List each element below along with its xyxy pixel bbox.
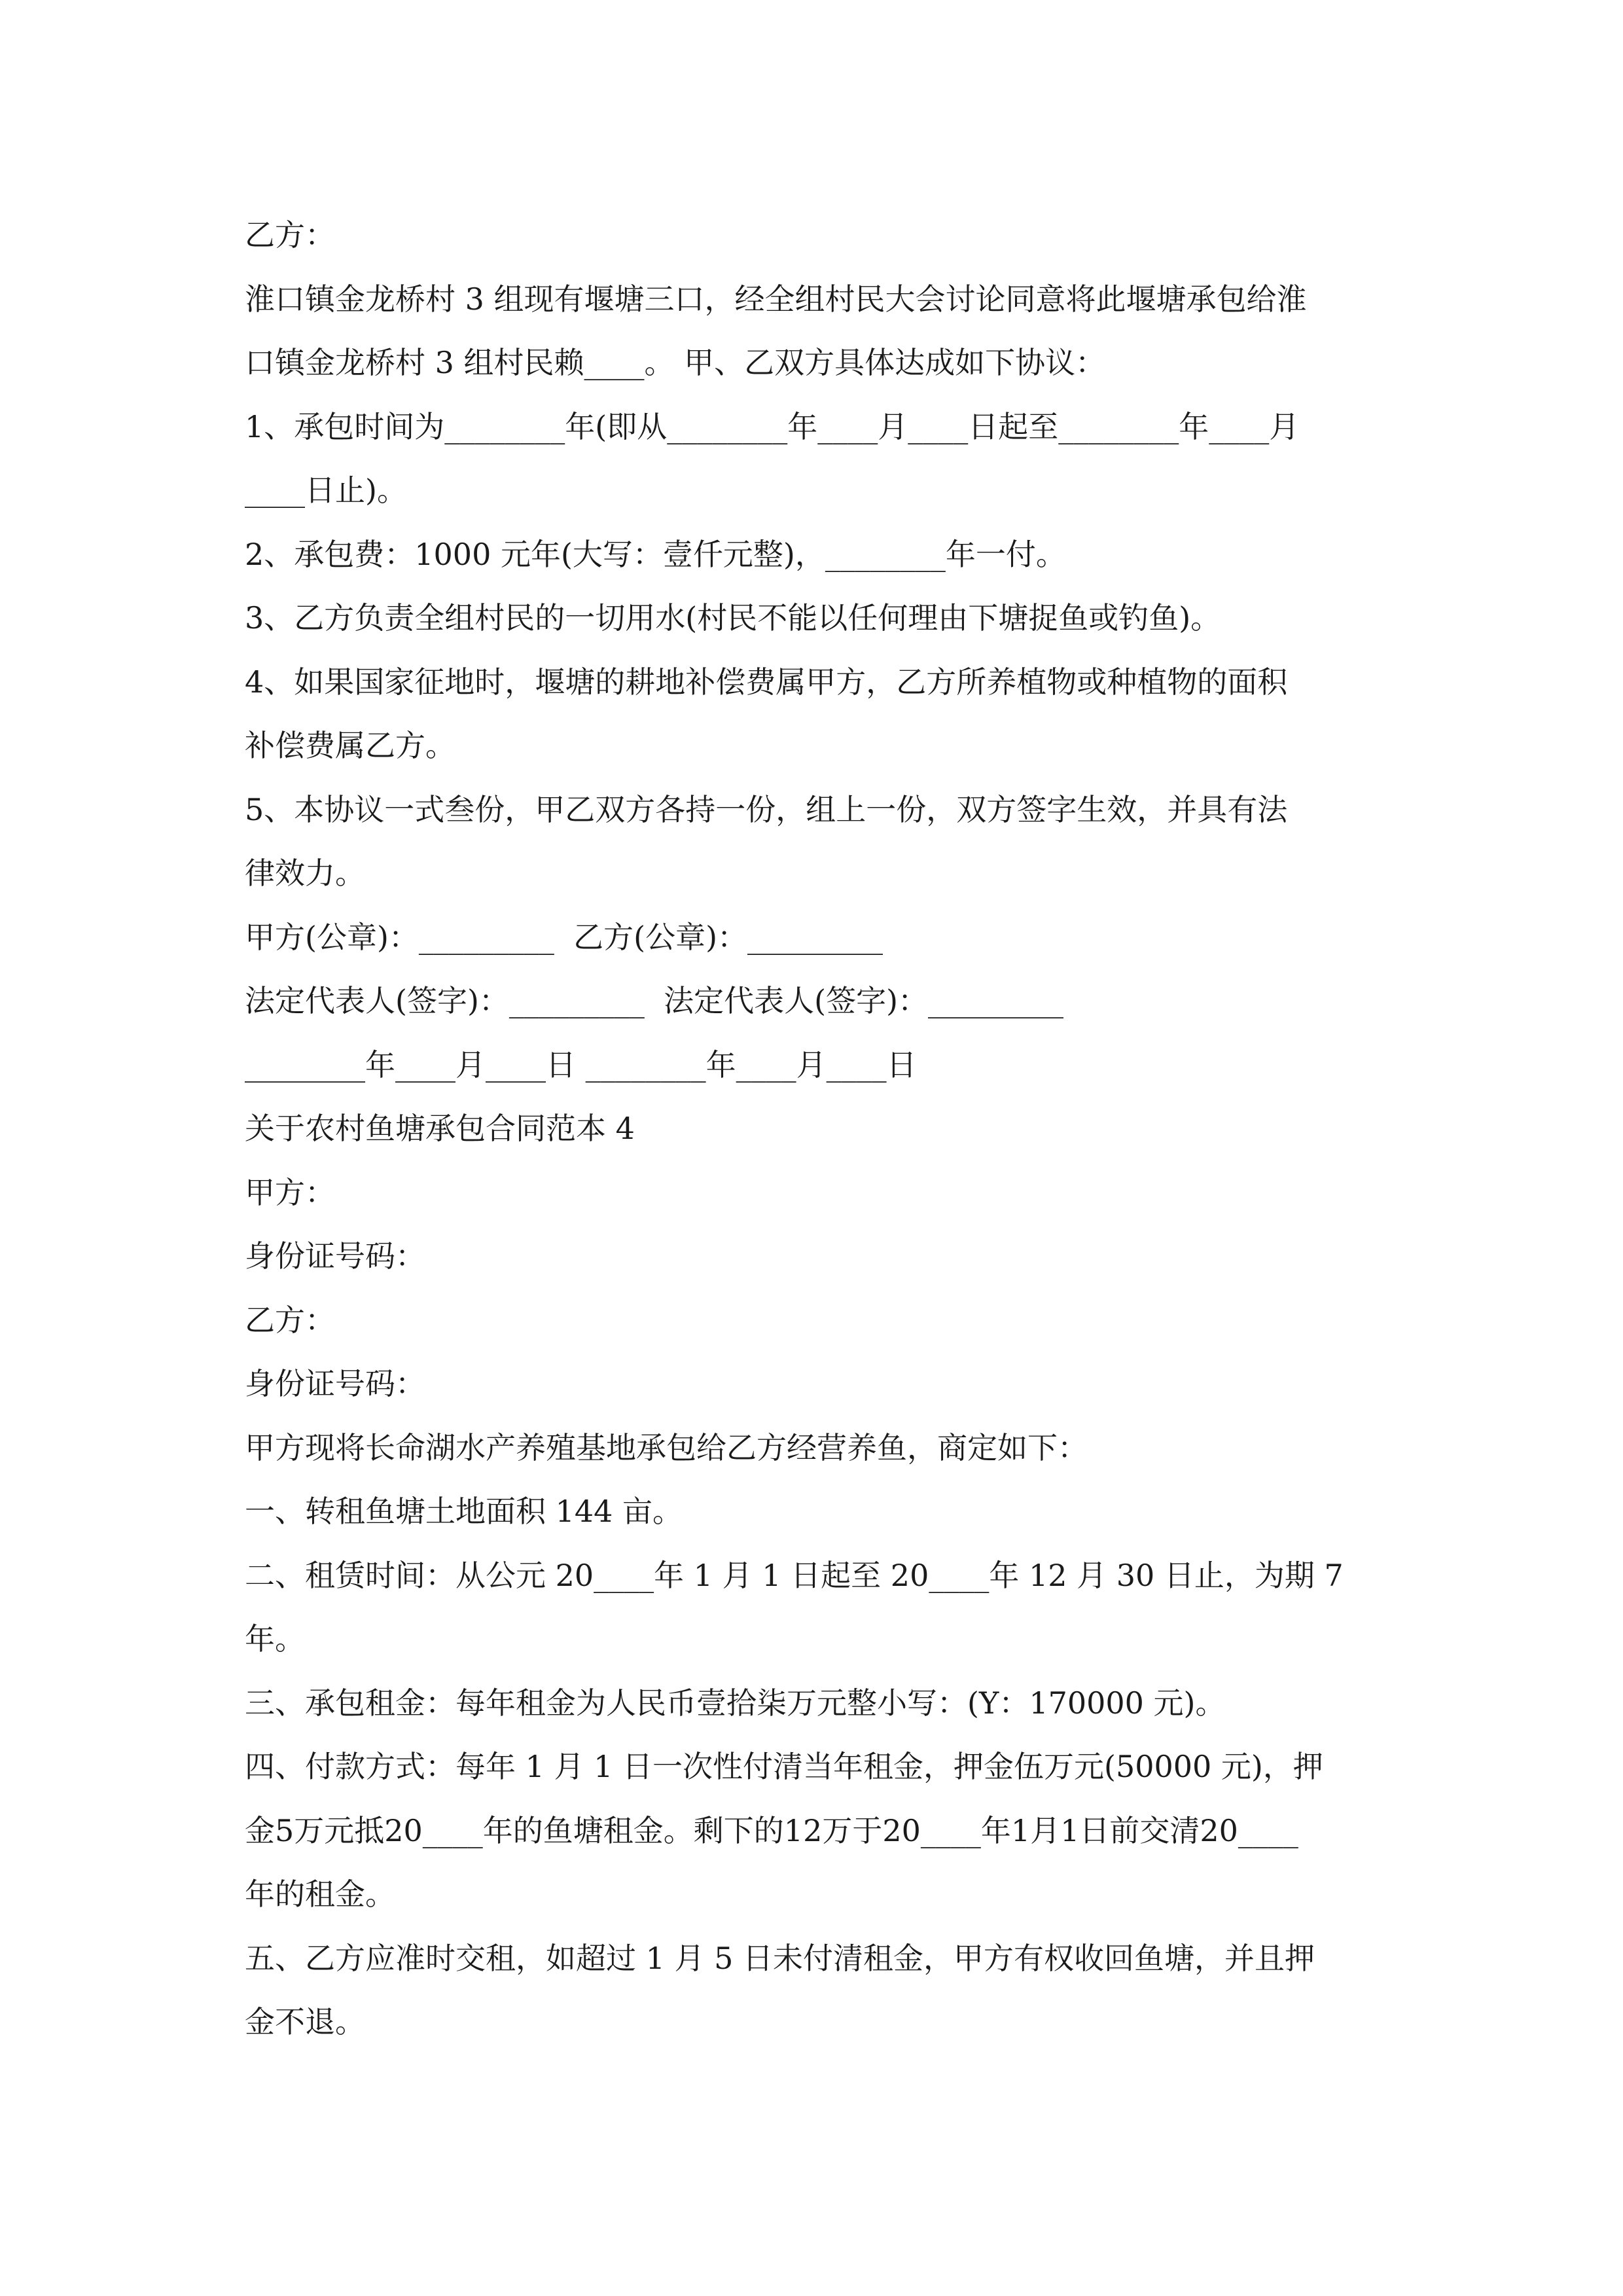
text-line: 淮口镇金龙桥村 3 组现有堰塘三口，经全组村民大会讨论同意将此堰塘承包给淮 (245, 281, 1307, 317)
text-line: 身份证号码： (245, 1238, 425, 1274)
signature-line: 甲方(公章)：_________ 乙方(公章)：_________ (245, 919, 883, 955)
text-line: ____日止)。 (245, 473, 407, 508)
text-line: 4、如果国家征地时，堰塘的耕地补偿费属甲方，乙方所养植物或种植物的面积 (245, 664, 1288, 700)
document-body (245, 204, 1383, 2054)
text-line: 年。 (245, 1621, 305, 1657)
text-line: 律效力。 (245, 855, 365, 891)
text-line: 乙方： (245, 217, 335, 253)
date-line: ________年____月____日 ________年____月____日 (245, 1047, 917, 1083)
text-line: 3、乙方负责全组村民的一切用水(村民不能以任何理由下塘捉鱼或钓鱼)。 (245, 600, 1221, 636)
text-line: 三、承包租金：每年租金为人民币壹拾柒万元整小写：(Y：170000 元)。 (245, 1685, 1226, 1721)
section-title: 关于农村鱼塘承包合同范本 4 (245, 1111, 635, 1146)
signature-line: 法定代表人(签字)：_________ 法定代表人(签字)：_________ (245, 983, 1064, 1018)
text-line: 金5万元抵20____年的鱼塘租金。剩下的12万于20____年1月1日前交清20____ (245, 1812, 1298, 1848)
text-line: 身份证号码： (245, 1366, 425, 1401)
text-line: 年的租金。 (245, 1876, 395, 1912)
text-line: 口镇金龙桥村 3 组村民赖____。 甲、乙双方具体达成如下协议： (245, 345, 1106, 380)
text-line: 一、转租鱼塘土地面积 144 亩。 (245, 1494, 683, 1529)
text-line: 二、租赁时间：从公元 20____年 1 月 1 日起至 20____年 12 月 30 日止，为期 7 (245, 1557, 1344, 1593)
text-line: 甲方： (245, 1174, 335, 1210)
text-line: 五、乙方应准时交租，如超过 1 月 5 日未付清租金，甲方有权收回鱼塘，并且押 (245, 1940, 1315, 1976)
text-line: 2、承包费：1000 元年(大写：壹仟元整)，________年一付。 (245, 536, 1066, 572)
text-line: 补偿费属乙方。 (245, 728, 455, 763)
text-line: 四、付款方式：每年 1 月 1 日一次性付清当年租金，押金伍万元(50000 元)，押 (245, 1749, 1323, 1784)
text-line: 乙方： (245, 1302, 335, 1338)
text-line: 5、本协议一式叁份，甲乙双方各持一份，组上一份，双方签字生效，并具有法 (245, 791, 1288, 827)
text-line: 甲方现将长命湖水产养殖基地承包给乙方经营养鱼，商定如下： (245, 1429, 1088, 1465)
text-line: 1、承包时间为________年(即从________年____月____日起至________年____月 (245, 408, 1300, 444)
text-line: 金不退。 (245, 2004, 365, 2039)
